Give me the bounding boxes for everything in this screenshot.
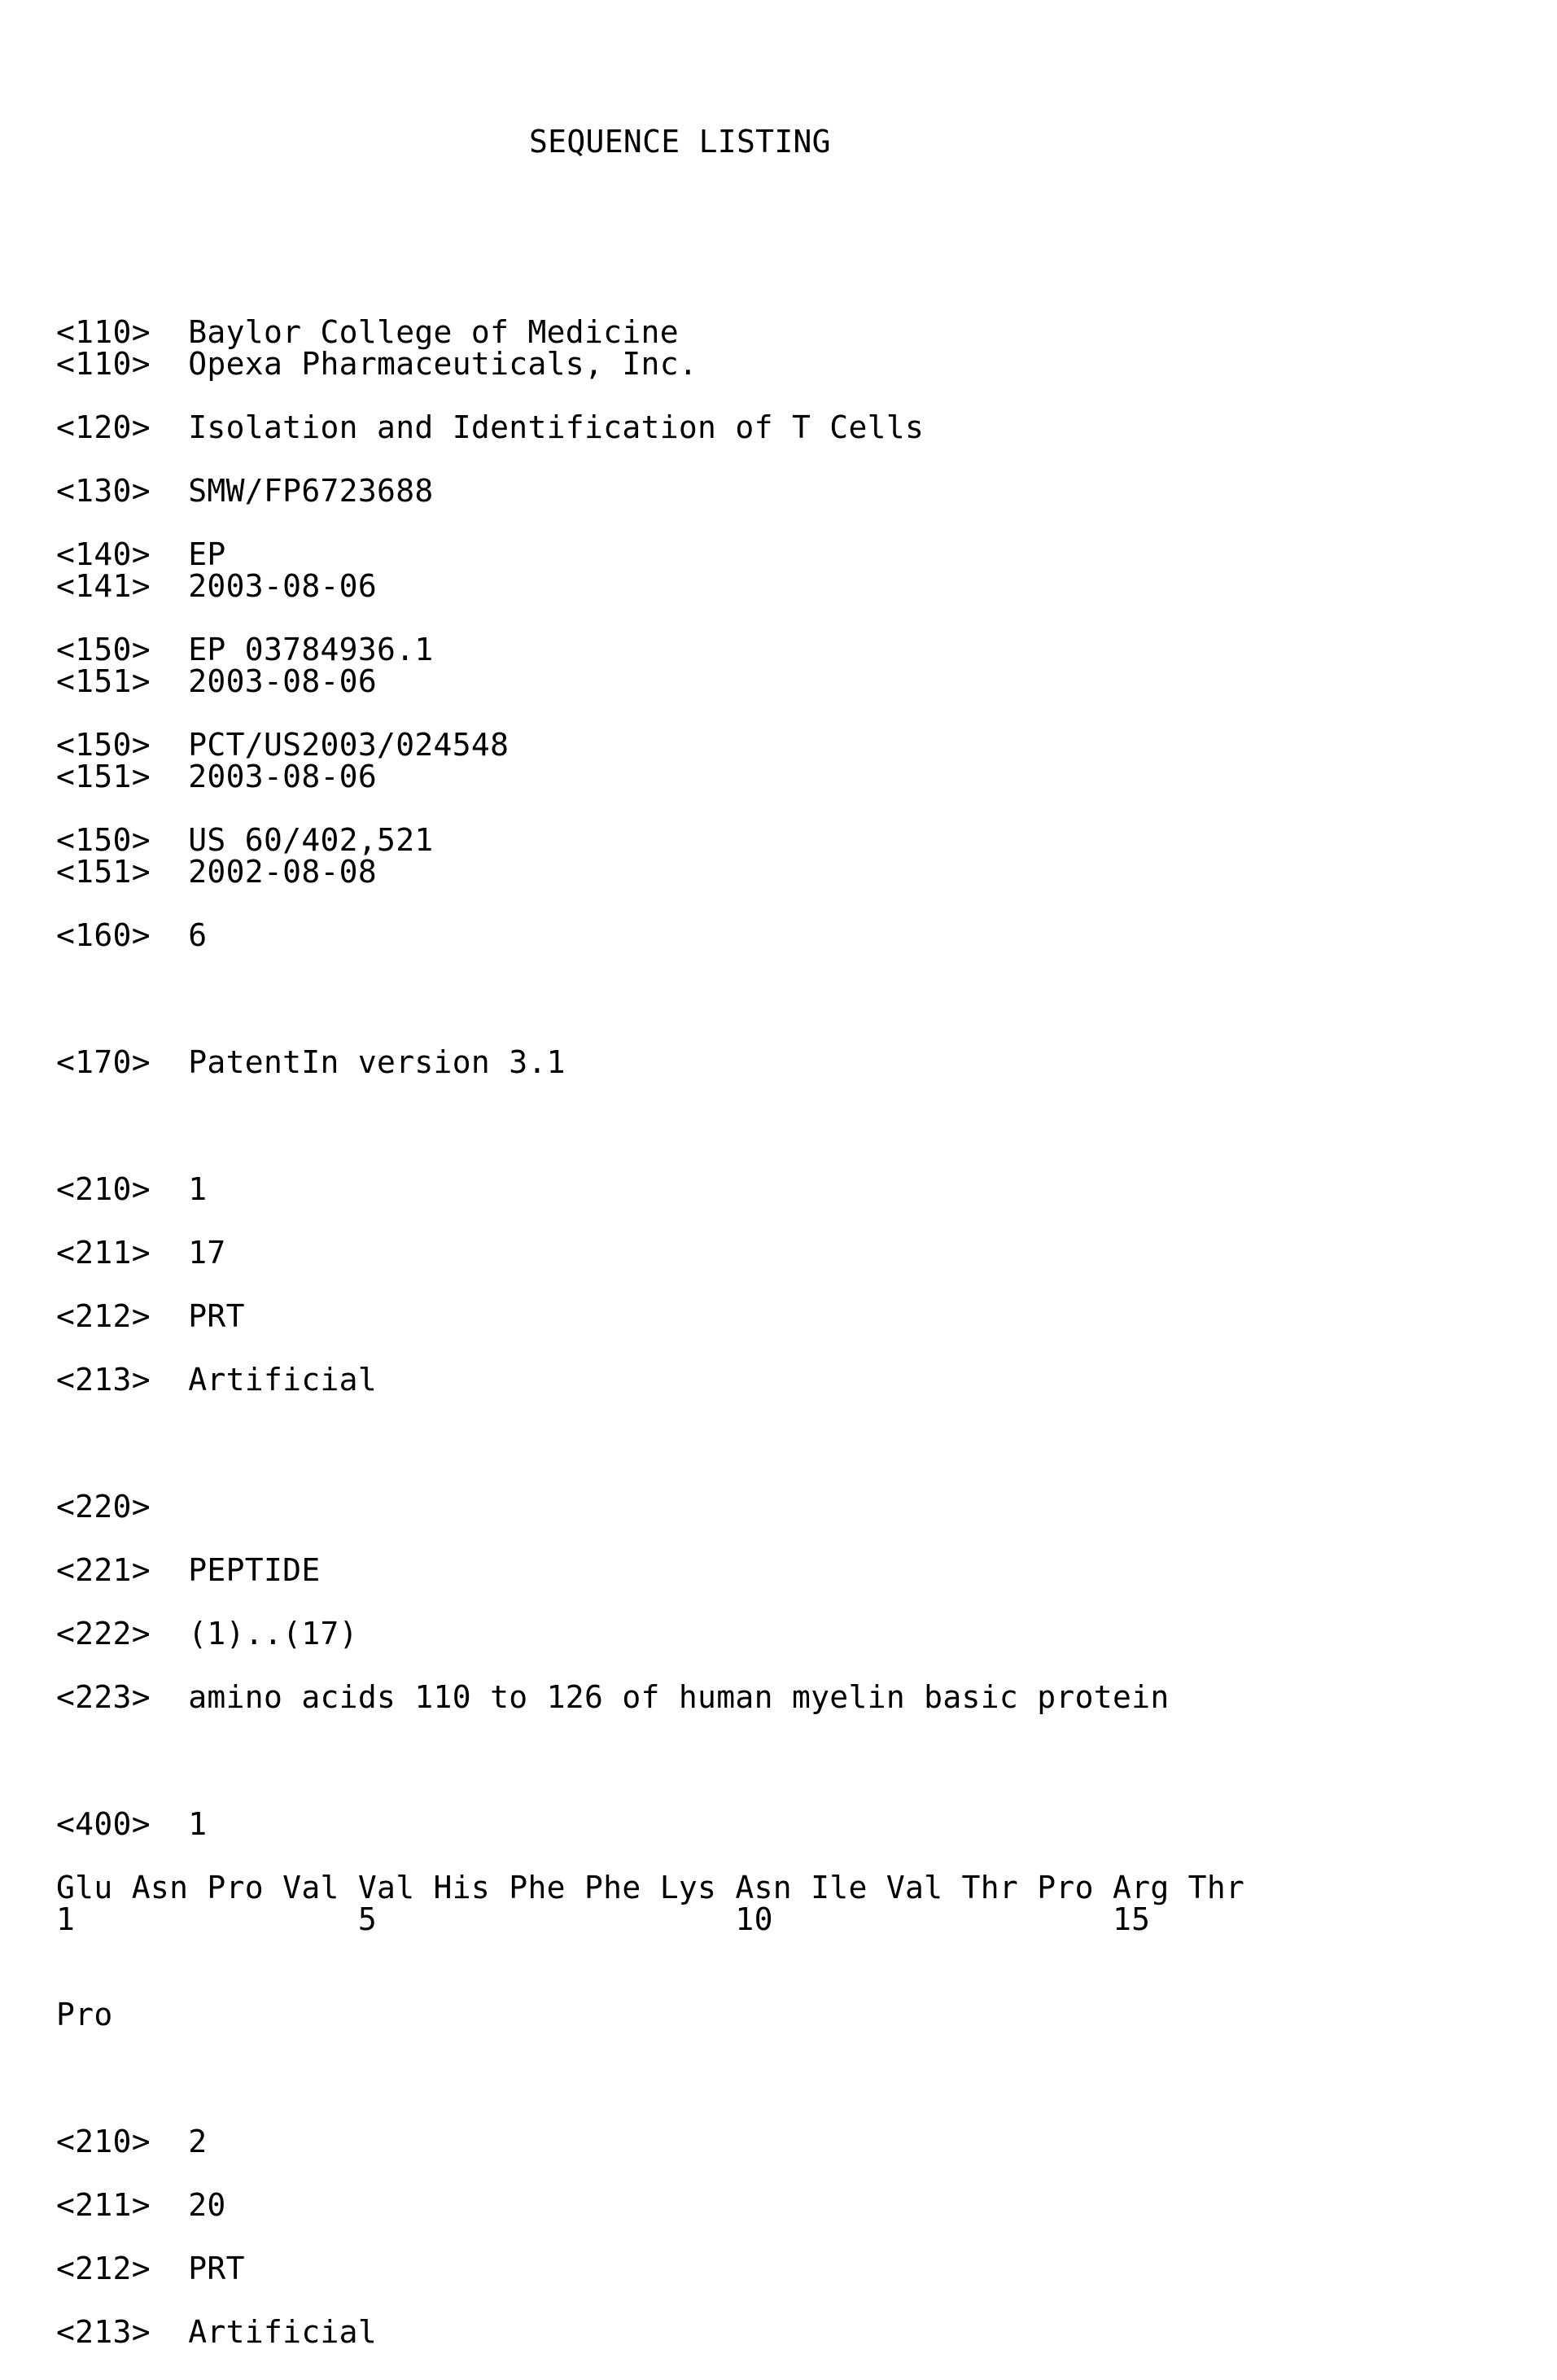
blank-line	[56, 1078, 1557, 1110]
field-value: PEPTIDE	[150, 1552, 321, 1588]
listing-line	[56, 2253, 1557, 2285]
listing-line	[56, 2187, 1557, 2223]
blank-line	[56, 1110, 1557, 1142]
field-value: (1)..(17)	[150, 1616, 358, 1652]
field-tag: <151>	[56, 854, 151, 890]
field-tag: <151>	[56, 663, 151, 699]
blank-line	[56, 1428, 1557, 1459]
listing-line	[56, 663, 1557, 699]
field-tag: <213>	[56, 2314, 151, 2350]
field-value: PRT	[150, 1298, 245, 1334]
field-tag: <140>	[56, 536, 151, 572]
field-value: US 60/402,521	[150, 822, 434, 858]
blank-line	[56, 2221, 1557, 2253]
blank-line	[56, 1015, 1557, 1047]
field-tag: <110>	[56, 314, 151, 350]
blank-line	[56, 2063, 1557, 2094]
sequence-listing	[56, 221, 1557, 2348]
field-value: 2003-08-06	[150, 663, 378, 699]
blank-line	[56, 1459, 1557, 1491]
field-tag: <120>	[56, 409, 151, 445]
listing-line	[56, 1171, 1557, 1207]
field-tag: <170>	[56, 1044, 151, 1080]
listing-line	[56, 314, 1557, 350]
listing-line	[56, 634, 1557, 666]
listing-line	[56, 761, 1557, 793]
listing-line	[56, 1364, 1557, 1396]
blank-line	[56, 1205, 1557, 1237]
field-value: Isolation and Identification of T Cells	[150, 409, 925, 445]
blank-line	[56, 602, 1557, 634]
field-tag: <110>	[56, 346, 151, 382]
field-value: 17	[150, 1235, 226, 1271]
listing-line	[56, 475, 1557, 507]
blank-line	[56, 1745, 1557, 1777]
listing-line	[56, 1491, 1557, 1523]
blank-line	[56, 1840, 1557, 1872]
blank-line	[56, 952, 1557, 983]
field-tag: <150>	[56, 822, 151, 858]
field-value: 20	[150, 2187, 226, 2223]
field-tag: <223>	[56, 1679, 151, 1715]
field-tag: <220>	[56, 1489, 151, 1525]
field-tag: <210>	[56, 1171, 151, 1207]
blank-line	[56, 1332, 1557, 1364]
field-value: 2003-08-06	[150, 568, 378, 604]
field-value: EP 03784936.1	[150, 632, 434, 667]
field-value: EP	[150, 536, 226, 572]
listing-line	[56, 729, 1557, 761]
listing-line	[56, 568, 1557, 604]
field-value: PCT/US2003/024548	[150, 727, 510, 763]
field-value: Baylor College of Medicine	[150, 314, 679, 350]
field-value: PRT	[150, 2251, 245, 2286]
field-tag: <211>	[56, 2187, 151, 2223]
field-tag: <160>	[56, 917, 151, 953]
field-tag: <222>	[56, 1616, 151, 1652]
field-tag: <210>	[56, 2124, 151, 2159]
listing-line	[56, 2314, 1557, 2350]
blank-line	[56, 1650, 1557, 1682]
sequence-line: Pro	[56, 1997, 113, 2032]
field-tag: <151>	[56, 759, 151, 794]
field-value: Opexa Pharmaceuticals, Inc.	[150, 346, 698, 382]
field-tag: <150>	[56, 727, 151, 763]
sequence-line: Glu Asn Pro Val Val His Phe Phe Lys Asn Ile Val Thr Pro Arg Thr	[56, 1870, 1245, 1905]
field-value: SMW/FP6723688	[150, 473, 434, 509]
listing-line	[56, 1298, 1557, 1334]
blank-line	[56, 444, 1557, 475]
blank-line	[56, 983, 1557, 1015]
field-value: Artificial	[150, 1362, 378, 1398]
listing-line	[56, 822, 1557, 858]
field-value: PatentIn version 3.1	[150, 1044, 566, 1080]
blank-line	[56, 1142, 1557, 1174]
field-tag: <130>	[56, 473, 151, 509]
field-value: 1	[150, 1806, 208, 1842]
listing-line	[56, 1237, 1557, 1269]
blank-line	[56, 698, 1557, 729]
blank-line	[56, 1936, 1557, 1967]
field-tag: <400>	[56, 1806, 151, 1842]
blank-line	[56, 888, 1557, 920]
blank-line	[56, 1523, 1557, 1555]
listing-line	[56, 536, 1557, 572]
listing-line	[56, 856, 1557, 888]
field-value: 2	[150, 2124, 208, 2159]
field-tag: <212>	[56, 2251, 151, 2286]
blank-line	[56, 253, 1557, 285]
field-value: Artificial	[150, 2314, 378, 2350]
listing-line	[56, 1552, 1557, 1588]
blank-line	[56, 2031, 1557, 2063]
field-tag: <221>	[56, 1552, 151, 1588]
blank-line	[56, 1586, 1557, 1618]
field-tag: <141>	[56, 568, 151, 604]
field-value: 2003-08-06	[150, 759, 378, 794]
field-tag: <150>	[56, 632, 151, 667]
field-value: 6	[150, 917, 208, 953]
listing-line	[56, 1806, 1557, 1842]
listing-line	[56, 348, 1557, 380]
field-value: amino acids 110 to 126 of human myelin basic protein	[150, 1679, 1170, 1715]
listing-line	[56, 2126, 1557, 2158]
blank-line	[56, 507, 1557, 539]
blank-line	[56, 1396, 1557, 1428]
field-tag: <211>	[56, 1235, 151, 1271]
sequence-line: 1 5 10 15	[56, 1901, 1151, 1937]
listing-line	[56, 409, 1557, 445]
blank-line	[56, 1269, 1557, 1301]
field-tag: <213>	[56, 1362, 151, 1398]
field-value: 1	[150, 1171, 208, 1207]
blank-line	[56, 380, 1557, 412]
listing-line	[56, 917, 1557, 953]
blank-line	[56, 1967, 1557, 1999]
blank-line	[56, 2158, 1557, 2190]
blank-line	[56, 793, 1557, 825]
page-title: SEQUENCE LISTING	[529, 124, 831, 160]
blank-line	[56, 221, 1557, 253]
blank-line	[56, 2285, 1557, 2317]
field-tag: <212>	[56, 1298, 151, 1334]
blank-line	[56, 1777, 1557, 1809]
blank-line	[56, 285, 1557, 317]
listing-line	[56, 1044, 1557, 1080]
blank-line	[56, 1713, 1557, 1745]
blank-line	[56, 2094, 1557, 2126]
listing-line	[56, 1679, 1557, 1715]
field-value: 2002-08-08	[150, 854, 378, 890]
listing-line	[56, 1618, 1557, 1650]
